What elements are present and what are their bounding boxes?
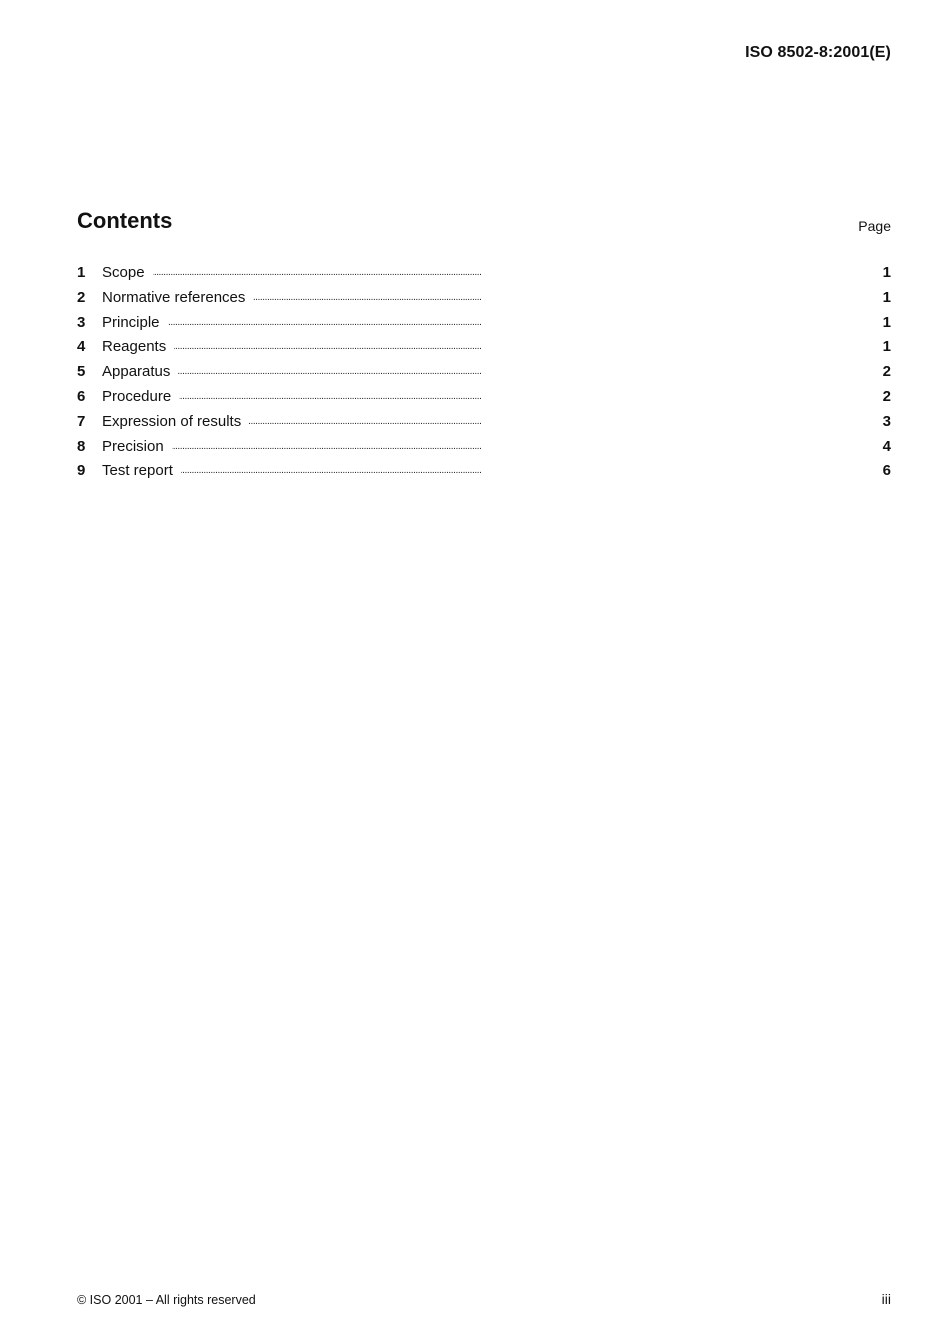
- toc-entry-title: Precision: [102, 438, 172, 455]
- toc-entry-title: Apparatus: [102, 363, 178, 380]
- toc-entry-scope[interactable]: [77, 261, 891, 286]
- toc-entry-title: Reagents: [102, 338, 174, 355]
- toc-entry-number: 3: [77, 313, 86, 331]
- toc-entry-number: 4: [77, 338, 86, 356]
- toc-entry-test-report[interactable]: [77, 459, 891, 484]
- toc-entry-number: 8: [77, 437, 86, 455]
- toc-entry-page: 1: [882, 338, 891, 356]
- toc-entry-page: 3: [882, 412, 891, 430]
- toc-entry-title: Normative references: [102, 289, 253, 306]
- toc-entry-normative-references[interactable]: [77, 286, 891, 311]
- toc-entry-principle[interactable]: [77, 311, 891, 336]
- document-id: ISO 8502-8:2001(E): [745, 44, 891, 61]
- toc-entry-number: 5: [77, 363, 86, 381]
- toc-entry-title: Principle: [102, 314, 168, 331]
- toc-entry-procedure[interactable]: [77, 385, 891, 410]
- toc-entry-title: Scope: [102, 264, 153, 281]
- toc-entry-number: 6: [77, 387, 86, 405]
- footer-copyright: © ISO 2001 – All rights reserved: [77, 1293, 256, 1307]
- toc-header: [77, 208, 891, 242]
- toc-entry-number: 2: [77, 288, 86, 306]
- toc-entry-apparatus[interactable]: [77, 360, 891, 385]
- toc-entry-page: 4: [882, 437, 891, 455]
- toc-entry-page: 1: [882, 264, 891, 281]
- toc-entry-reagents[interactable]: [77, 335, 891, 360]
- toc-entry-page: 1: [882, 288, 891, 306]
- toc-entry-page: 2: [882, 387, 891, 405]
- toc-entry-page: 1: [882, 313, 891, 331]
- toc-entry-page: 2: [882, 363, 891, 381]
- toc-entry-number: 9: [77, 462, 86, 480]
- toc-entry-number: 7: [77, 412, 86, 430]
- toc-entry-title: Test report: [102, 462, 181, 479]
- page-title: Contents: [77, 208, 173, 233]
- toc-entry-page: 6: [882, 462, 891, 480]
- toc-entry-precision[interactable]: [77, 435, 891, 460]
- toc-entry-expression-of-results[interactable]: [77, 410, 891, 435]
- toc-list: [77, 261, 891, 484]
- toc-entry-number: 1: [77, 264, 86, 281]
- toc-entry-title: Procedure: [102, 388, 179, 405]
- toc-entry-title: Expression of results: [102, 413, 249, 430]
- footer-page-number: iii: [881, 1291, 891, 1307]
- toc-page-column-label: Page: [858, 218, 891, 234]
